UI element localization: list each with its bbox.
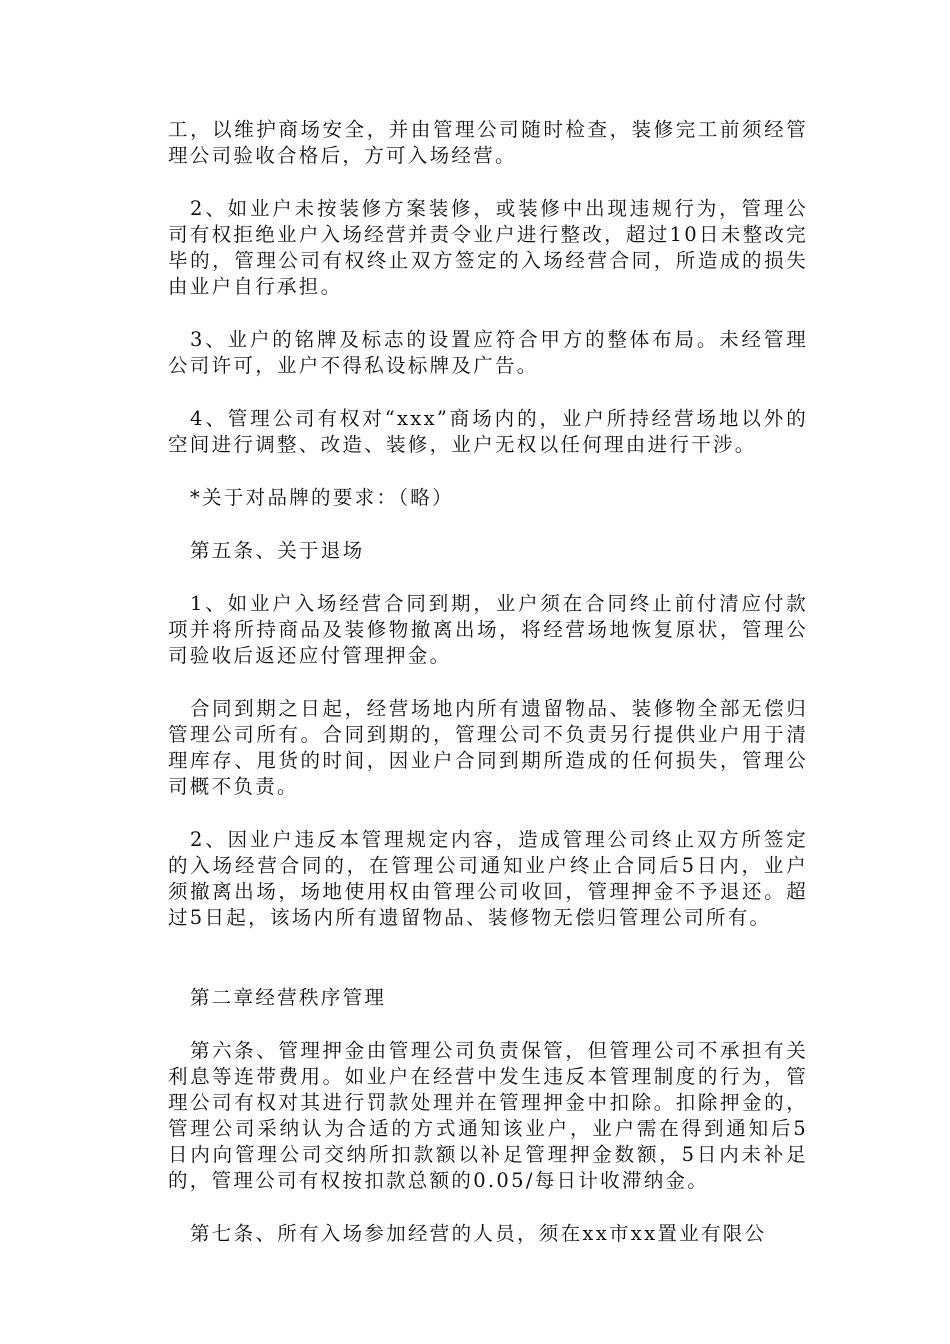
article-5-heading: 第五条、关于退场	[190, 539, 365, 562]
article-6-paragraph: 第六条、管理押金由管理公司负责保管，但管理公司不承担有关利息等连带费用。如业户在经营中发生违反本管理制度的行为，管理公司有权对其进行罚款处理并在管理押金中扣除。扣除押金的，管理公司采纳认为合适的方式通知该业户，业户需在得到通知后5日内向管理公司交纳所扣款额以补足管理押金数额，5日内未补足的，管理公司有权按扣款总额的0.05/每日计收滞纳金。	[168, 1039, 808, 1192]
document-body	[168, 117, 808, 1274]
paragraph-item-2: 2、如业户未按装修方案装修，或装修中出现违规行为，管理公司有权拒绝业户入场经营并责令业户进行整改，超过10日未整改完毕的，管理公司有权终止双方签定的入场经营合同，所造成的损失由业户自行承担。	[168, 197, 808, 298]
exit-item-2: 2、因业户违反本管理规定内容，造成管理公司终止双方所签定的入场经营合同的，在管理公司通知业户终止合同后5日内，业户须撤离出场，场地使用权由管理公司收回，管理押金不予退还。超过5日起，该场内所有遗留物品、装修物无偿归管理公司所有。	[168, 828, 808, 929]
article-7-paragraph: 第七条、所有入场参加经营的人员，须在xx市xx置业有限公	[190, 1222, 767, 1245]
contract-expiry-paragraph: 合同到期之日起，经营场地内所有遗留物品、装修物全部无偿归管理公司所有。合同到期的，管理公司不负责另行提供业户用于清理库存、甩货的时间，因业户合同到期所造成的任何损失，管理公司概不负责。	[168, 697, 808, 798]
paragraph-item-4: 4、管理公司有权对“xxx”商场内的，业户所持经营场地以外的空间进行调整、改造、装修，业户无权以任何理由进行干涉。	[168, 407, 808, 456]
exit-item-1: 1、如业户入场经营合同到期，业户须在合同终止前付清应付款项并将所持商品及装修物撤离出场，将经营场地恢复原状，管理公司验收后返还应付管理押金。	[168, 592, 808, 667]
paragraph-continuation: 工，以维护商场安全，并由管理公司随时检查，装修完工前须经管理公司验收合格后，方可入场经营。	[168, 118, 808, 167]
brand-requirements-note: *关于对品牌的要求：（略）	[190, 486, 454, 509]
paragraph-item-3: 3、业户的铭牌及标志的设置应符合甲方的整体布局。未经管理公司许可，业户不得私设标牌及广告。	[168, 328, 808, 377]
chapter-2-heading: 第二章经营秩序管理	[190, 986, 387, 1009]
